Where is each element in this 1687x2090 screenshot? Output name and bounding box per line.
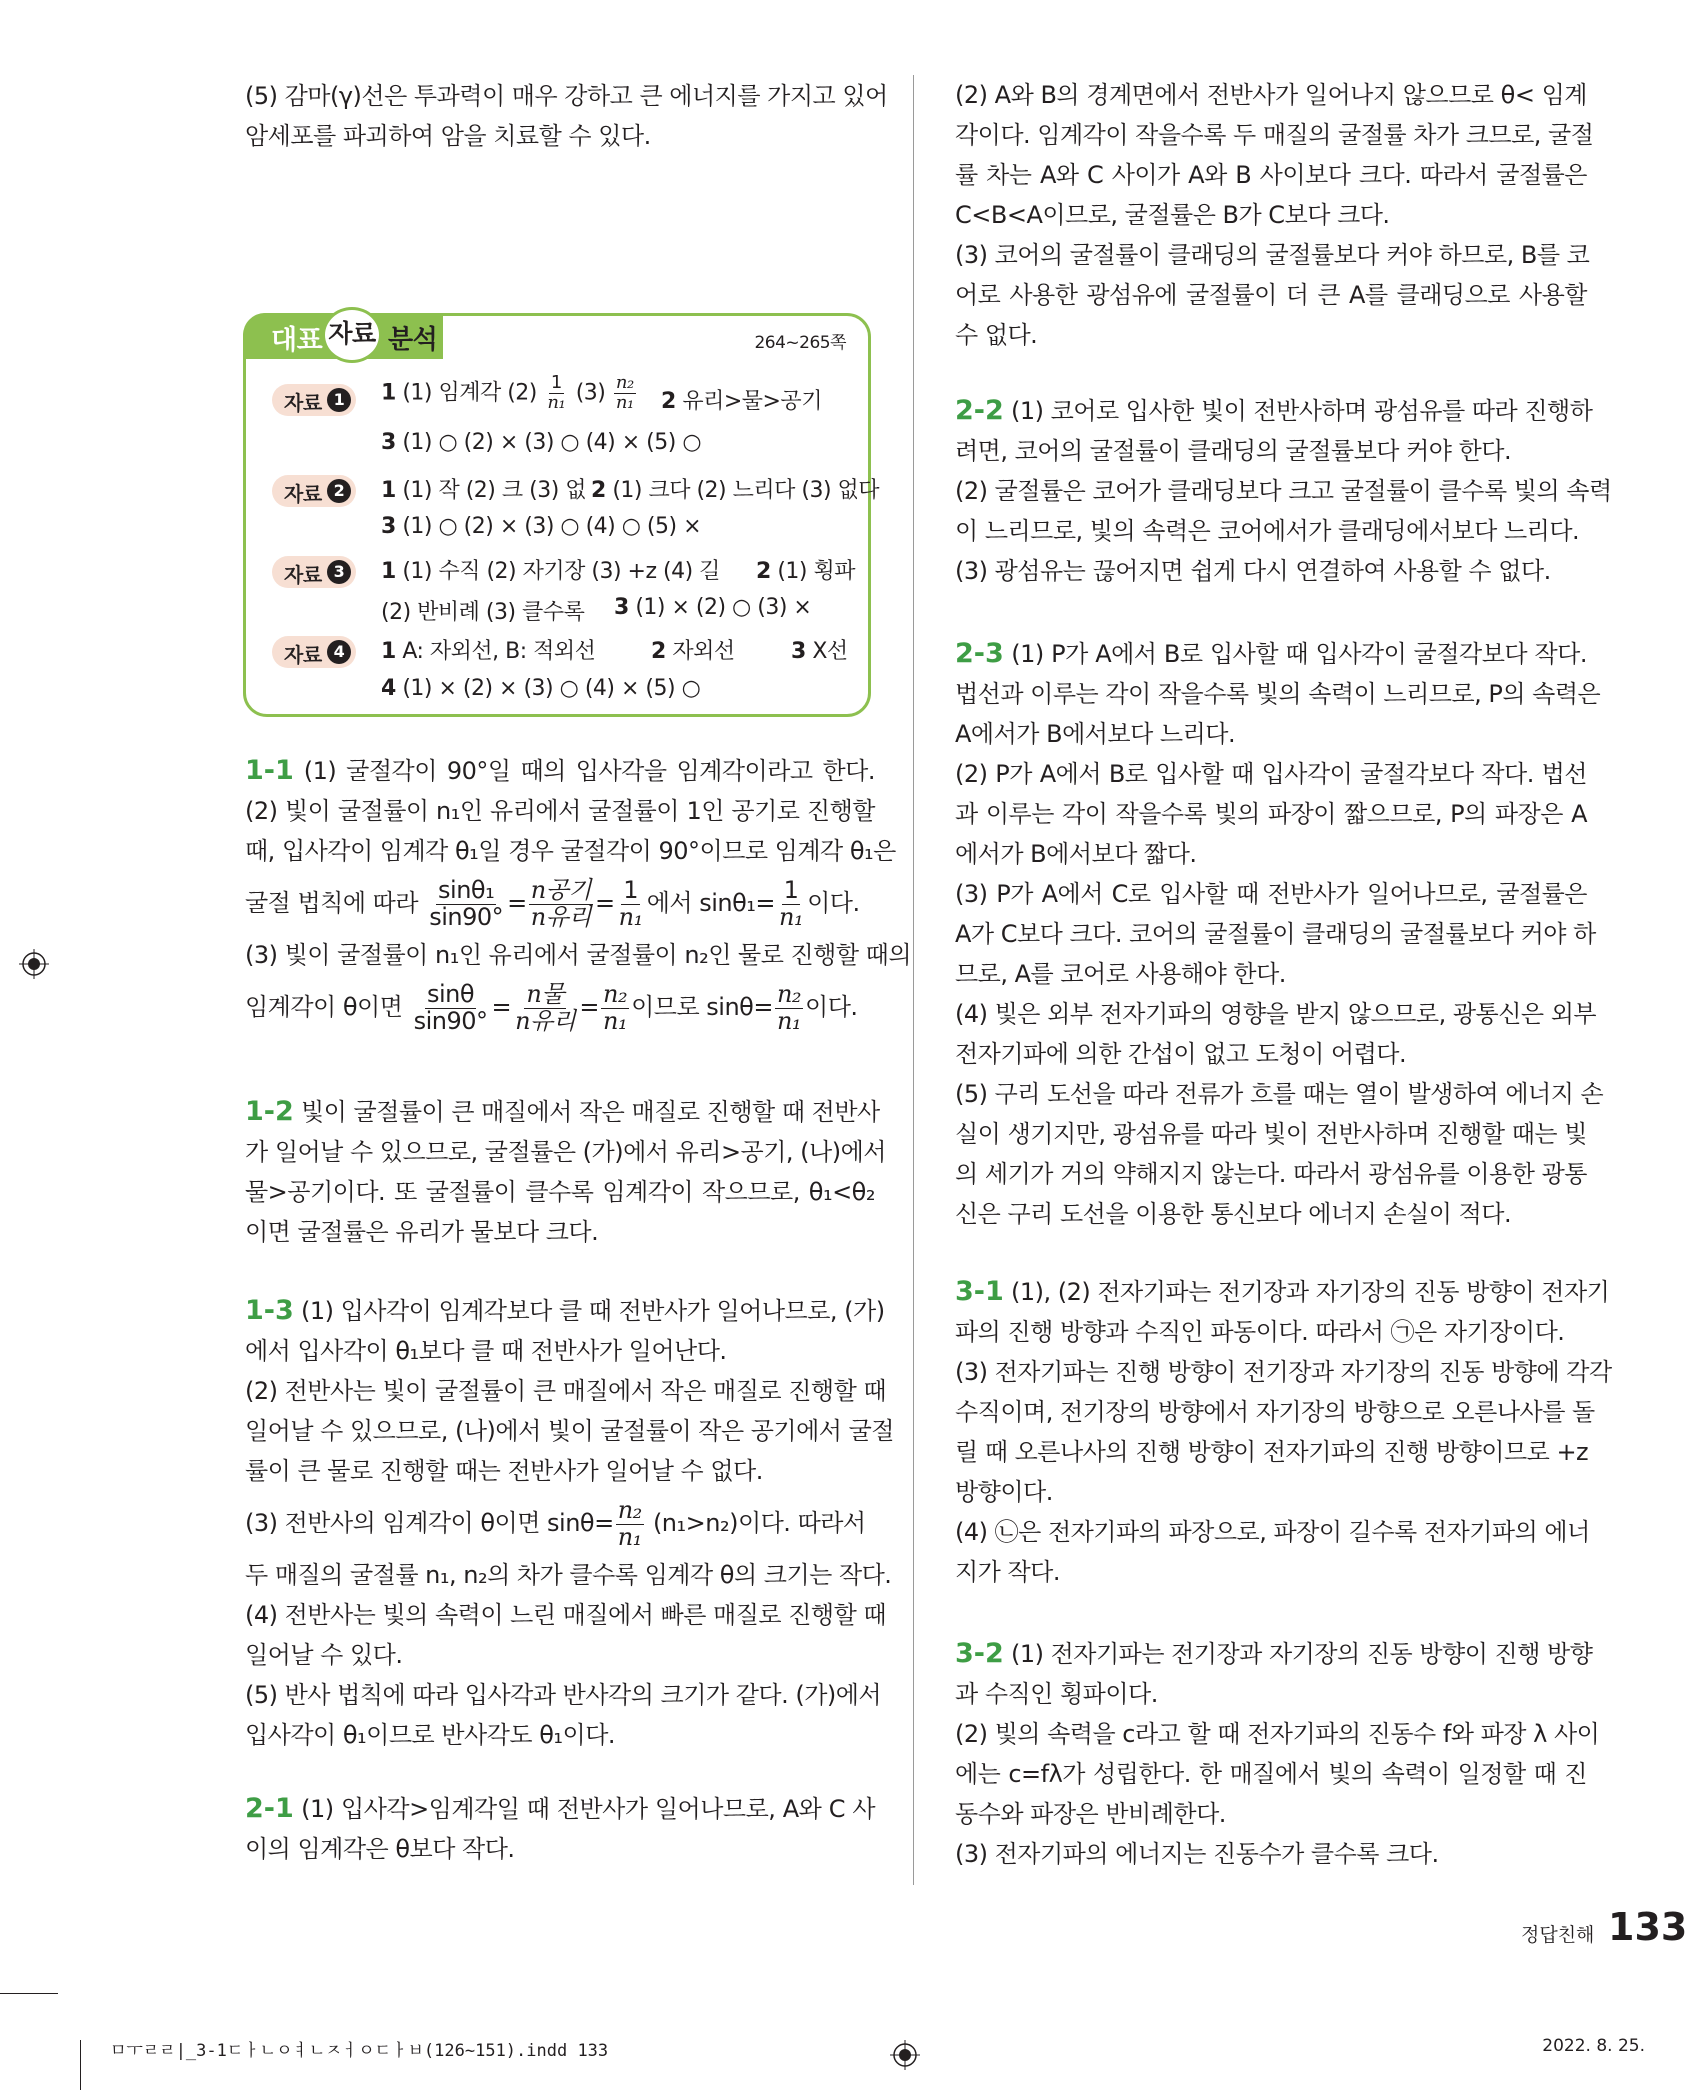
box-line: 1 (1) 작 (2) 크 (3) 없 bbox=[381, 478, 587, 503]
answer-3-2 bbox=[955, 1634, 1600, 1874]
text-line: (2) 전반사는 빛이 굴절률이 큰 매질에서 작은 매질로 진행할 때 bbox=[245, 1377, 887, 1405]
page-section-label: 정답친해 bbox=[1521, 1924, 1595, 1946]
answer-1-1 bbox=[245, 751, 912, 1039]
answer-1-2 bbox=[245, 1092, 886, 1252]
text-line: 어로 사용한 광섬유에 굴절률이 더 큰 A를 클래딩으로 사용할 bbox=[955, 281, 1587, 309]
text-line: (3) 코어의 굴절률이 클래딩의 굴절률보다 커야 하므로, B를 코 bbox=[955, 241, 1590, 269]
problem-number: 1-2 bbox=[245, 1096, 294, 1127]
box-line: 1 A: 자외선, B: 적외선 bbox=[381, 639, 596, 664]
text-line: (4) 전반사는 빛의 속력이 느린 매질에서 빠른 매질로 진행할 때 bbox=[245, 1601, 887, 1629]
box-line: 2 자외선 bbox=[651, 639, 735, 664]
text-line: (1) 코어로 입사한 빛이 전반사하며 광섬유를 따라 진행하 bbox=[1010, 397, 1593, 425]
text-line: (3) P가 A에서 C로 입사할 때 전반사가 일어나므로, 굴절률은 bbox=[955, 880, 1587, 908]
text-line: C<B<A이므로, 굴절률은 B가 C보다 크다. bbox=[955, 201, 1390, 229]
box-title-suffix: 분석 bbox=[388, 325, 438, 355]
text-line: 법선과 이루는 각이 작을수록 빛의 속력이 느리므로, P의 속력은 bbox=[955, 680, 1601, 708]
text-line: 각이다. 임계각이 작을수록 두 매질의 굴절률 차가 크므로, 굴절 bbox=[955, 121, 1594, 149]
text-line: (5) 반사 법칙에 따라 입사각과 반사각의 크기가 같다. (가)에서 bbox=[245, 1681, 882, 1709]
fraction: $\frac{\text{n₂}}{\text{n₁}}$ bbox=[617, 1496, 642, 1551]
text-line: 가 일어날 수 있으므로, 굴절률은 (가)에서 유리>공기, (나)에서 bbox=[245, 1138, 886, 1166]
data-label-4: 자료 4 bbox=[272, 636, 356, 668]
box-title-badge: 자료 bbox=[322, 307, 382, 363]
crop-mark bbox=[0, 1993, 58, 1994]
data-label-2: 자료 2 bbox=[272, 475, 356, 507]
box-line: 1 (1) 수직 (2) 자기장 (3) +z (4) 길 bbox=[381, 559, 720, 584]
text-line: 의 세기가 거의 약해지지 않는다. 따라서 광섬유를 이용한 광통 bbox=[955, 1160, 1587, 1188]
text-line: (3) 광섬유는 끊어지면 쉽게 다시 연결하여 사용할 수 없다. bbox=[955, 557, 1551, 585]
text-line: 동수와 파장은 반비례한다. bbox=[955, 1800, 1226, 1828]
text-line: A가 C보다 크다. 코어의 굴절률이 클래딩의 굴절률보다 커야 하 bbox=[955, 920, 1596, 948]
box-line: 3 (1) ○ (2) × (3) ○ (4) ○ (5) × bbox=[381, 514, 702, 539]
fraction: $\frac{\text{n₂}}{\text{n₁}}$ bbox=[603, 980, 628, 1035]
text-line: 실이 생기지만, 광섬유를 따라 빛이 전반사하며 진행할 때는 빛 bbox=[955, 1120, 1587, 1148]
column-divider bbox=[913, 75, 914, 1885]
problem-number: 3-1 bbox=[955, 1276, 1004, 1307]
box-title-prefix: 대표 bbox=[271, 325, 323, 356]
text-line: (1), (2) 전자기파는 전기장과 자기장의 진동 방향이 전자기 bbox=[1010, 1278, 1610, 1306]
text-line: (1) 굴절각이 90°일 때의 입사각을 임계각이라고 한다. bbox=[303, 757, 875, 785]
text-line: 일어날 수 있다. bbox=[245, 1641, 403, 1669]
problem-number: 1-3 bbox=[245, 1295, 294, 1326]
text-line: 이면 굴절률은 유리가 물보다 크다. bbox=[245, 1218, 599, 1246]
text-line: 릴 때 오른나사의 진행 방향이 전자기파의 진행 방향이므로 +z bbox=[955, 1438, 1589, 1466]
text-line: 률이 큰 물로 진행할 때는 전반사가 일어날 수 없다. bbox=[245, 1457, 763, 1485]
problem-number: 2-2 bbox=[955, 395, 1004, 426]
text-line: 에서가 B에서보다 짧다. bbox=[955, 840, 1197, 868]
fraction: $\frac{\text{n물}}{\text{n유리}}$ bbox=[515, 980, 576, 1035]
page-number: 133 bbox=[1608, 1905, 1687, 1949]
box-line: 2 (1) 횡파 bbox=[756, 559, 855, 584]
text-line: 려면, 코어의 굴절률이 클래딩의 굴절률보다 커야 한다. bbox=[955, 437, 1512, 465]
text-line: 입사각이 θ₁이므로 반사각도 θ₁이다. bbox=[245, 1721, 616, 1749]
text-line: 수 없다. bbox=[955, 321, 1038, 349]
text-line: 지가 작다. bbox=[955, 1558, 1060, 1586]
text-line: (2) A와 B의 경계면에서 전반사가 일어나지 않으므로 θ< 임계 bbox=[955, 81, 1587, 109]
fraction: $\frac{1}{\text{n₁}}$ bbox=[618, 876, 643, 931]
text-line: 이 느리므로, 빛의 속력은 코어에서가 클래딩에서보다 느리다. bbox=[955, 517, 1580, 545]
text-line: 암세포를 파괴하여 암을 치료할 수 있다. bbox=[245, 122, 651, 150]
box-page-reference: 264~265쪽 bbox=[754, 333, 846, 353]
data-label-1: 자료 1 bbox=[272, 384, 356, 416]
text-line: 물>공기이다. 또 굴절률이 클수록 임계각이 작으므로, θ₁<θ₂ bbox=[245, 1178, 875, 1206]
text-line: 므로, A를 코어로 사용해야 한다. bbox=[955, 960, 1286, 988]
box-line: 2 유리>물>공기 bbox=[661, 389, 822, 414]
problem-number: 1-1 bbox=[245, 755, 294, 786]
answer-2-3 bbox=[955, 634, 1604, 1234]
box-line: (2) 반비례 (3) 클수록 bbox=[381, 600, 585, 625]
text-line: A에서가 B에서보다 느리다. bbox=[955, 720, 1236, 748]
text-line: (2) P가 A에서 B로 입사할 때 입사각이 굴절각보다 작다. 법선 bbox=[955, 760, 1587, 788]
fraction: $\frac{\text{sinθ₁}}{\sin 90^\circ}$ bbox=[429, 876, 504, 931]
registration-mark-left bbox=[19, 949, 49, 979]
problem-number: 2-3 bbox=[955, 638, 1004, 669]
box-line: 4 (1) × (2) × (3) ○ (4) × (5) ○ bbox=[381, 676, 701, 701]
text-line: (4) 빛은 외부 전자기파의 영향을 받지 않으므로, 광통신은 외부 bbox=[955, 1000, 1597, 1028]
registration-mark-bottom bbox=[890, 2040, 920, 2070]
problem-number: 2-1 bbox=[245, 1793, 294, 1824]
box-line: 1 (1) 임계각 (2) $\frac{1}{\text{n₁}}$ (3) $\frac{\text{n₂}}{\text{n₁}}$ bbox=[381, 372, 634, 413]
intro-paragraph bbox=[245, 76, 888, 156]
text-line: 방향이다. bbox=[955, 1478, 1053, 1506]
box-line: 3 X선 bbox=[791, 639, 848, 664]
text-line: 전자기파에 의한 간섭이 없고 도청이 어렵다. bbox=[955, 1040, 1407, 1068]
box-line: 3 (1) × (2) ○ (3) × bbox=[614, 595, 812, 620]
text-line: (1) P가 A에서 B로 입사할 때 입사각이 굴절각보다 작다. bbox=[1011, 640, 1587, 668]
text-line: 수직이며, 전기장의 방향에서 자기장의 방향으로 오른나사를 돌 bbox=[955, 1398, 1595, 1426]
text-line: 두 매질의 굴절률 n₁, n₂의 차가 클수록 임계각 θ의 크기는 작다. bbox=[245, 1561, 892, 1589]
text-line: (2) 빛이 굴절률이 n₁인 유리에서 굴절률이 1인 공기로 진행할 bbox=[245, 797, 875, 825]
text-line: 빛이 굴절률이 큰 매질에서 작은 매질로 진행할 때 전반사 bbox=[300, 1098, 880, 1126]
data-label-3: 자료 3 bbox=[272, 556, 356, 588]
text-line: (5) 구리 도선을 따라 전류가 흐를 때는 열이 발생하여 에너지 손 bbox=[955, 1080, 1604, 1108]
answer-1-3 bbox=[245, 1291, 894, 1755]
text-line: (2) 빛의 속력을 c라고 할 때 전자기파의 진동수 f와 파장 λ 사이 bbox=[955, 1720, 1600, 1748]
print-slug-filename: ㅁㅜㄹㄹ|_3-1ㄷㅏㄴㅇㅕㄴㅈㅓㅇㄷㅏㅂ(126~151).indd 133 bbox=[110, 2041, 609, 2061]
text-line: 률 차는 A와 C 사이가 A와 B 사이보다 크다. 따라서 굴절률은 bbox=[955, 161, 1587, 189]
fraction: $\frac{\text{n공기}}{\text{n유리}}$ bbox=[530, 876, 592, 931]
text-line: 이의 임계각은 θ보다 작다. bbox=[245, 1835, 515, 1863]
print-slug-date: 2022. 8. 25. bbox=[1542, 2036, 1645, 2056]
text-line: 일어날 수 있으므로, (나)에서 빛이 굴절률이 작은 공기에서 굴절 bbox=[245, 1417, 894, 1445]
answer-2-1-continued bbox=[955, 75, 1594, 355]
text-line: 파의 진행 방향과 수직인 파동이다. 따라서 ㉠은 자기장이다. bbox=[955, 1318, 1565, 1346]
text-line: 신은 구리 도선을 이용한 통신보다 에너지 손실이 적다. bbox=[955, 1200, 1512, 1228]
representative-data-analysis-box bbox=[243, 313, 880, 717]
text-line: (3) 빛이 굴절률이 n₁인 유리에서 굴절률이 n₂인 물로 진행할 때의 bbox=[245, 941, 912, 969]
answer-2-2 bbox=[955, 391, 1612, 591]
problem-number: 3-2 bbox=[955, 1638, 1004, 1669]
text-line: 때, 입사각이 임계각 θ₁일 경우 굴절각이 90°이므로 임계각 θ₁은 bbox=[245, 837, 896, 865]
text-line: 에서 입사각이 θ₁보다 클 때 전반사가 일어난다. bbox=[245, 1337, 727, 1365]
answer-3-1 bbox=[955, 1272, 1612, 1592]
text-line: 에는 c=fλ가 성립한다. 한 매질에서 빛의 속력이 일정할 때 진 bbox=[955, 1760, 1587, 1788]
fraction: $\frac{1}{\text{n₁}}$ bbox=[779, 876, 804, 931]
text-line: (3) 전자기파는 진행 방향이 전기장과 자기장의 진동 방향에 각각 bbox=[955, 1358, 1612, 1386]
fraction: $\frac{\sin\theta}{\sin 90^\circ}$ bbox=[413, 980, 488, 1035]
equation-line: 임계각이 θ이면 $\frac{\sin\theta}{\sin 90^\circ}$ = $\frac{\text{n물}}{\text{n유리}}$ = $\frac{\text{n₂}}{\text{n₁}}$ 이므로 sinθ= $\frac{\text{n₂}}{\text{n₁}}$ 이다. bbox=[245, 980, 858, 1035]
box-line: 2 (1) 크다 (2) 느리다 (3) 없다 bbox=[591, 478, 880, 503]
text-line: (1) 입사각>임계각일 때 전반사가 일어나므로, A와 C 사 bbox=[301, 1795, 875, 1823]
crop-mark bbox=[80, 2040, 81, 2090]
box-line: 3 (1) ○ (2) × (3) ○ (4) × (5) ○ bbox=[381, 430, 702, 455]
equation-line: 굴절 법칙에 따라 $\frac{\text{sinθ₁}}{\sin 90^\circ}$ = $\frac{\text{n공기}}{\text{n유리}}$ = $\frac{1}{\text{n₁}}$ 에서 sinθ₁= $\frac{1}{\text{n₁}}$ 이다. bbox=[245, 876, 860, 931]
answer-2-1 bbox=[245, 1789, 875, 1869]
text-line: (4) ㉡은 전자기파의 파장으로, 파장이 길수록 전자기파의 에너 bbox=[955, 1518, 1590, 1546]
text-line: (5) 감마(γ)선은 투과력이 매우 강하고 큰 에너지를 가지고 있어 bbox=[245, 82, 888, 110]
text-line: (1) 전자기파는 전기장과 자기장의 진동 방향이 진행 방향 bbox=[1010, 1640, 1593, 1668]
fraction: $\frac{\text{n₂}}{\text{n₁}}$ bbox=[776, 980, 802, 1035]
text-line: (3) 전자기파의 에너지는 진동수가 클수록 크다. bbox=[955, 1840, 1439, 1868]
box-header bbox=[243, 313, 543, 363]
text-line: 과 수직인 횡파이다. bbox=[955, 1680, 1158, 1708]
text-line: (1) 입사각이 임계각보다 클 때 전반사가 일어나므로, (가) bbox=[300, 1297, 885, 1325]
equation-line: (3) 전반사의 임계각이 θ이면 sinθ= $\frac{\text{n₂}}{\text{n₁}}$ (n₁>n₂)이다. 따라서 bbox=[245, 1496, 866, 1551]
text-line: 과 이루는 각이 작을수록 빛의 파장이 짧으므로, P의 파장은 A bbox=[955, 800, 1587, 828]
text-line: (2) 굴절률은 코어가 클래딩보다 크고 굴절률이 클수록 빛의 속력 bbox=[955, 477, 1612, 505]
